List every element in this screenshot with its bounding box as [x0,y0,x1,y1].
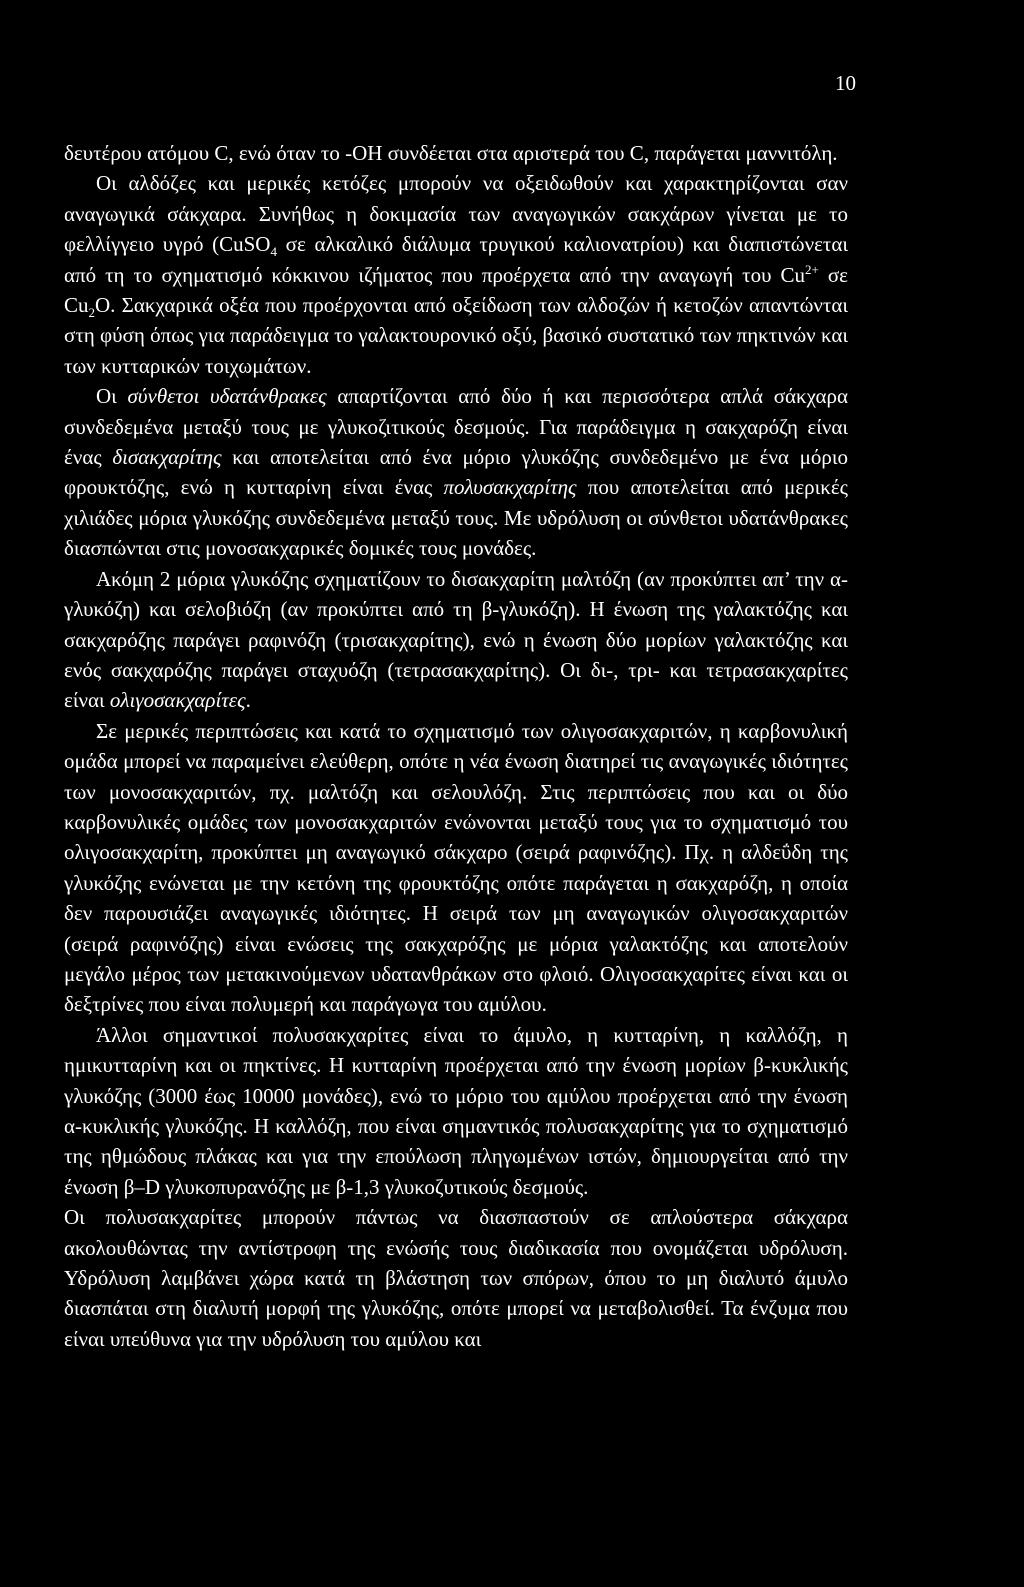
text-run: Ακόμη 2 μόρια γλυκόζης σχηματίζουν το δισακχαρίτη μαλτόζη (αν προκύπτει απ’ την α-γλυκόζη) και σελοβιόζη (αν προκύπτει από τη β-γλυκόζη). Η ένωση της γαλακτόζης και σακχαρόζης παράγει ραφινόζη (τρισακχαρίτης), ενώ η ένωση δύο μορίων γαλακτόζης και ενός σακχαρόζης παράγει σταχυόζη (τετρασακχαρίτης). Οι δι-, τρι- και τετρασακχαρίτες είναι [64,566,848,713]
superscript: 2+ [805,261,819,277]
paragraph-2 [64,168,848,381]
text-run: απαρτίζονται από δύο ή και περισσότερα απλά σάκχαρα συνδεδεμένα μεταξύ τους με γλυκοζιτικούς δεσμούς. Για παράδειγμα η σακχαρόζη είναι ένας [64,384,848,470]
paragraph-3 [64,381,848,563]
text-run: . [245,688,251,713]
text-run: Οι [96,384,128,409]
paragraph-1 [64,138,848,168]
italic-term: πολυσακχαρίτης [443,475,577,500]
text-run: που αποτελείται από μερικές χιλιάδες μόρια γλυκόζης συνδεδεμένα μεταξύ τους. Με υδρόλυση οι σύνθετοι υδατάνθρακες διασπώνται στις μονοσακχαρικές δομικές τους μονάδες. [64,475,848,561]
paragraph-4 [64,564,848,716]
page-number: 10 [835,71,856,95]
italic-term: ολιγοσακχαρίτες [109,688,246,713]
italic-term: δισακχαρίτης [112,445,222,470]
text-run: σε Cu [64,262,848,318]
subscript: 2 [88,305,96,321]
subscript: 4 [270,244,277,260]
paragraph-5 [64,716,848,1020]
paragraph-7 [64,1202,848,1354]
text-run: Οι αλδόζες και μερικές κετόζες μπορούν να οξειδωθούν και χαρακτηρίζονται σαν αναγωγικά σάκχαρα. Συνήθως η δοκιμασία των αναγωγικών σακχάρων γίνεται με το φελλίγγειο υγρό (CuSO [64,171,848,257]
text-run: Οι πολυσακχαρίτες μπορούν πάντως να διασπαστούν σε απλούστερα σάκχαρα ακολουθώντας την αντίστροφη της ενώσής τους διαδικασία που ονομάζεται υδρόλυση. Υδρόλυση λαμβάνει χώρα κατά τη βλάστηση των σπόρων, όπου το μη διαλυτό άμυλο διασπάται στη διαλυτή μορφή της γλυκόζης, οπότε μπορεί να μεταβολισθεί. Τα ένζυμα που είναι υπεύθυνα για την υδρόλυση του αμύλου και [64,1205,848,1351]
text-run: Άλλοι σημαντικοί πολυσακχαρίτες είναι το άμυλο, η κυτταρίνη, η καλλόζη, η ημικυτταρίνη και οι πηκτίνες. Η κυτταρίνη προέρχεται από την ένωση μορίων β-κυκλικής γλυκόζης (3000 έως 10000 μονάδες), ενώ το μόριο του αμύλου προέρχεται από την ένωση α-κυκλικής γλυκόζης. Η καλλόζη, που είναι σημαντικός πολυσακχαρίτης για το σχηματισμό της ηθμώδους πλάκας και για την επούλωση πληγωμένων ιστών, δημιουργείται από την ένωση β–D γλυκοπυρανόζης με β-1,3 γλυκοζυτικούς δεσμούς. [64,1022,848,1199]
paragraph-6 [64,1020,848,1202]
text-run: Σε μερικές περιπτώσεις και κατά το σχηματισμό των ολιγοσακχαριτών, η καρβονυλική ομάδα μπορεί να παραμείνει ελεύθερη, οπότε η νέα ένωση διατηρεί τις αναγωγικές ιδιότητες των μονοσακχαριτών, πχ. μαλτόζη και σελουλόζη. Στις περιπτώσεις που και οι δύο καρβονυλικές ομάδες των μονοσακχαριτών ενώνονται μεταξύ τους για το σχηματισμό του ολιγοσακχαρίτη, προκύπτει μη αναγωγικό σάκχαρο (σειρά ραφινόζης). Πχ. η αλδεΰδη της γλυκόζης ενώνεται με την κετόνη της φρουκτόζης οπότε παράγεται η σακχαρόζη, η οποία δεν παρουσιάζει αναγωγικές ιδιότητες. Η σειρά των μη αναγωγικών ολιγοσακχαριτών (σειρά ραφινόζης) είναι ενώσεις της σακχαρόζης με μόρια γαλακτόζης και αποτελούν μεγάλο μέρος των μετακινούμενων υδατανθράκων στο φλοιό. Ολιγοσακχαρίτες είναι και οι δεξτρίνες που είναι πολυμερή και παράγωγα του αμύλου. [64,718,848,1017]
text-run: και αποτελείται από ένα μόριο γλυκόζης συνδεδεμένο με ένα μόριο φρουκτόζης, ενώ η κυτταρίνη είναι ένας [64,445,848,500]
text-body [64,138,848,1354]
text-run: σε αλκαλικό διάλυμα τρυγικού καλιονατρίου) και διαπιστώνεται από τη το σχηματισμό κόκκινου ιζήματος που προέρχετα από την αναγωγή του Cu [64,232,848,287]
italic-term: σύνθετοι υδατάνθρακες [127,384,327,409]
text-run: δευτέρου ατόμου C, ενώ όταν το -OH συνδέεται στα αριστερά του C, παράγεται μαννιτόλη. [64,141,838,165]
text-run: O. Σακχαρικά οξέα που προέρχονται από οξείδωση των αλδοζών ή κετοζών απαντώνται στη φύση όπως για παράδειγμα το γαλακτουρονικό οξύ, βασικό συστατικό των πηκτινών και των κυτταρικών τοιχωμάτων. [64,293,848,378]
